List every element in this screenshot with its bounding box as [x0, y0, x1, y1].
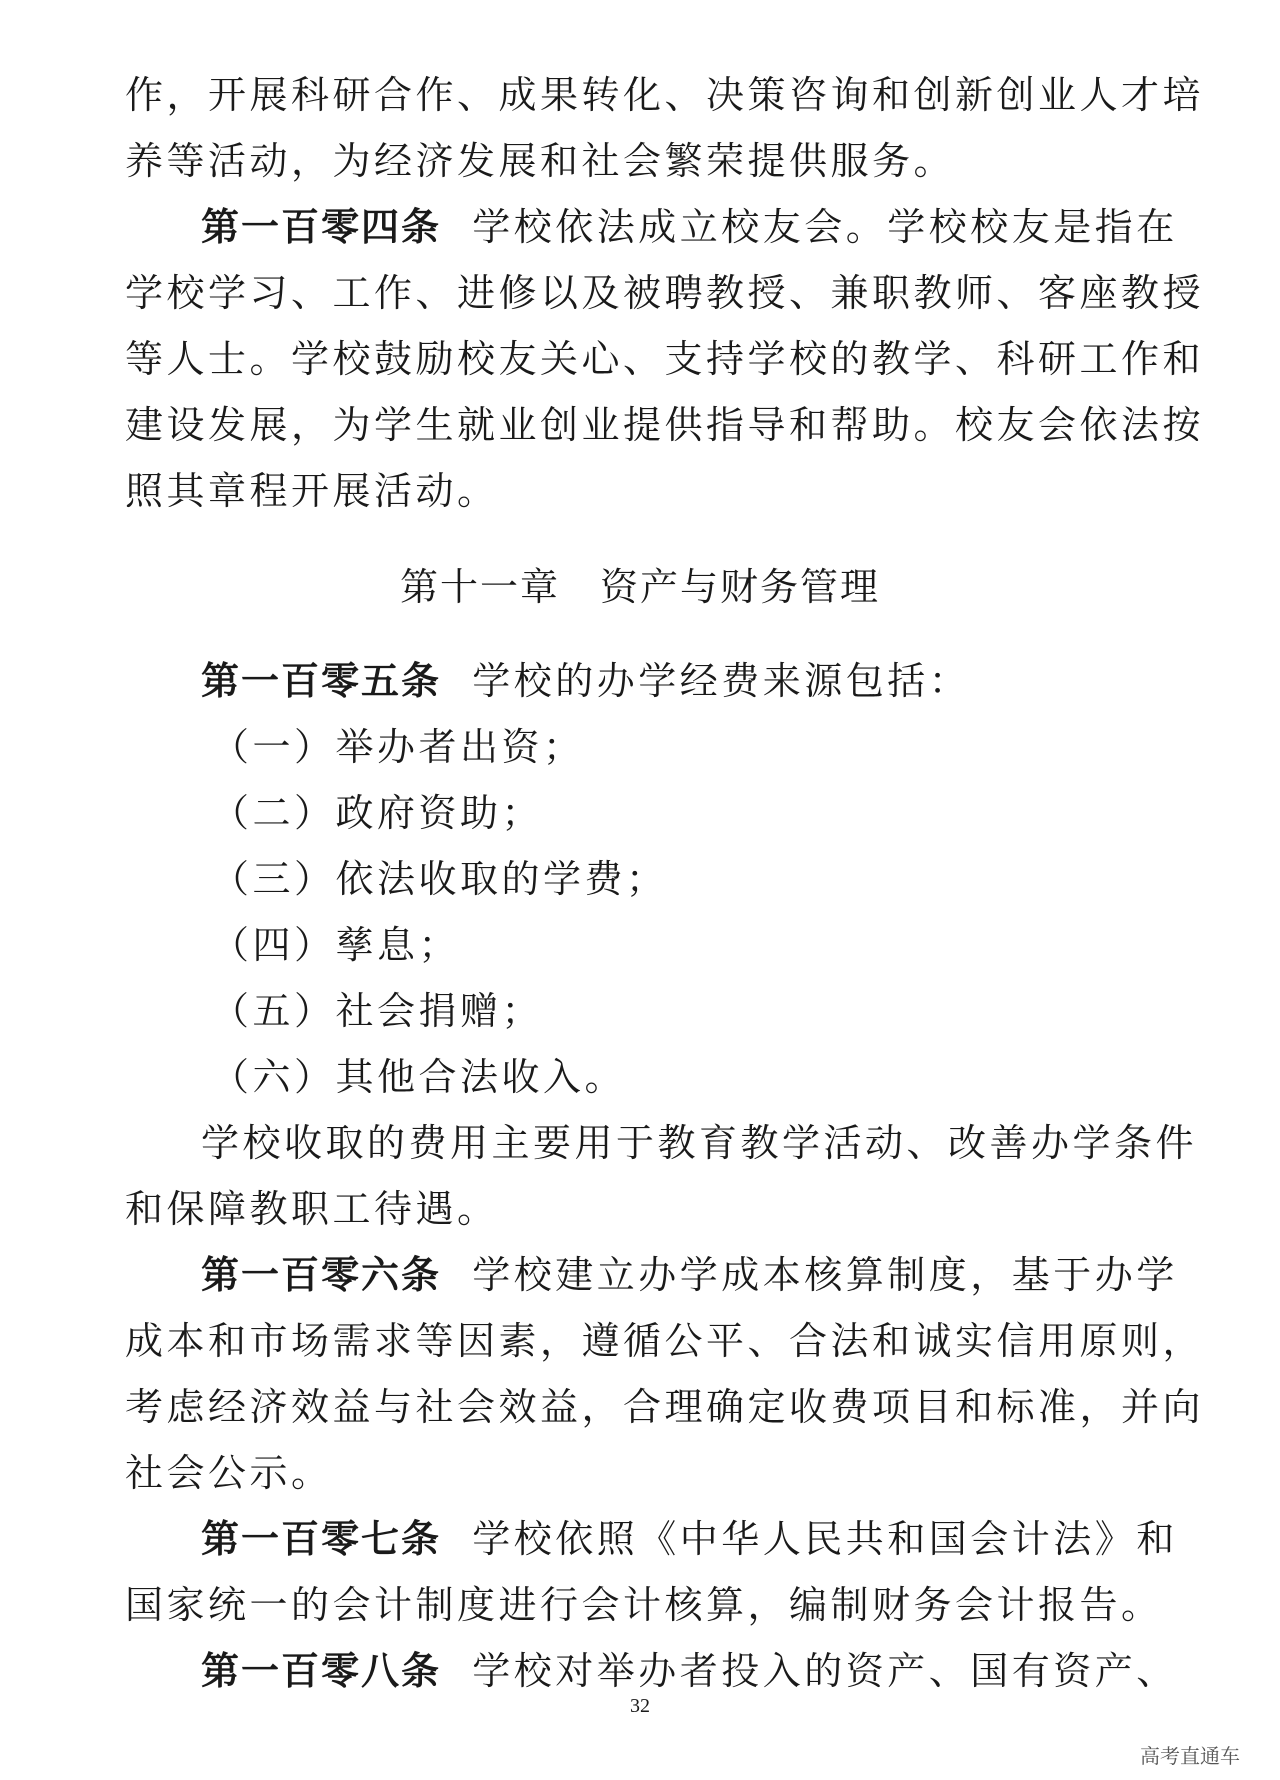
list-item: （五）社会捐赠；: [211, 989, 544, 1033]
body-line: 学校收取的费用主要用于教育教学活动、改善办学条件: [201, 1121, 1198, 1165]
article-108-title: 第一百零八条: [201, 1649, 442, 1693]
article-107-first-line: [125, 1506, 1178, 1572]
body-line: 国家统一的会计制度进行会计核算，编制财务会计报告。: [125, 1583, 1163, 1627]
body-line: 建设发展，为学生就业创业提供指导和帮助。校友会依法按: [125, 403, 1205, 447]
watermark: 高考直通车: [1140, 1744, 1240, 1768]
document-page: [125, 62, 1205, 1704]
body-line: 和保障教职工待遇。: [125, 1187, 499, 1231]
list-item: （四）孳息；: [211, 923, 461, 967]
article-104-text: 学校依法成立校友会。学校校友是指在: [472, 205, 1178, 249]
article-107-text: 学校依照《中华人民共和国会计法》和: [472, 1517, 1178, 1561]
body-line: 等人士。学校鼓励校友关心、支持学校的教学、科研工作和: [125, 337, 1205, 381]
body-line: 成本和市场需求等因素，遵循公平、合法和诚实信用原则，: [125, 1319, 1205, 1363]
body-line: 考虑经济效益与社会效益，合理确定收费项目和标准，并向: [125, 1385, 1205, 1429]
list-item: （三）依法收取的学费；: [211, 857, 668, 901]
body-line: 社会公示。: [125, 1451, 333, 1495]
body-line: 作，开展科研合作、成果转化、决策咨询和创新创业人才培: [125, 73, 1205, 117]
body-line: 照其章程开展活动。: [125, 469, 499, 513]
list-item: （六）其他合法收入。: [211, 1055, 627, 1099]
article-108-text: 学校对举办者投入的资产、国有资产、: [472, 1649, 1178, 1693]
article-105-title: 第一百零五条: [201, 659, 442, 703]
list-item: （一）举办者出资；: [211, 725, 585, 769]
body-line: 养等活动，为经济发展和社会繁荣提供服务。: [125, 139, 956, 183]
chapter-heading: 第十一章 资产与财务管理: [399, 565, 880, 609]
article-104-title: 第一百零四条: [201, 205, 442, 249]
article-106-text: 学校建立办学成本核算制度，基于办学: [472, 1253, 1178, 1297]
page-number: 32: [630, 1695, 650, 1717]
body-line: 学校学习、工作、进修以及被聘教授、兼职教师、客座教授: [125, 271, 1205, 315]
list-item: （二）政府资助；: [211, 791, 544, 835]
article-107-title: 第一百零七条: [201, 1517, 442, 1561]
article-105-text: 学校的办学经费来源包括：: [472, 659, 971, 703]
article-106-title: 第一百零六条: [201, 1253, 442, 1297]
article-105-first-line: [125, 648, 1155, 714]
article-106-first-line: [125, 1242, 1178, 1308]
article-104-first-line: [125, 194, 1178, 260]
